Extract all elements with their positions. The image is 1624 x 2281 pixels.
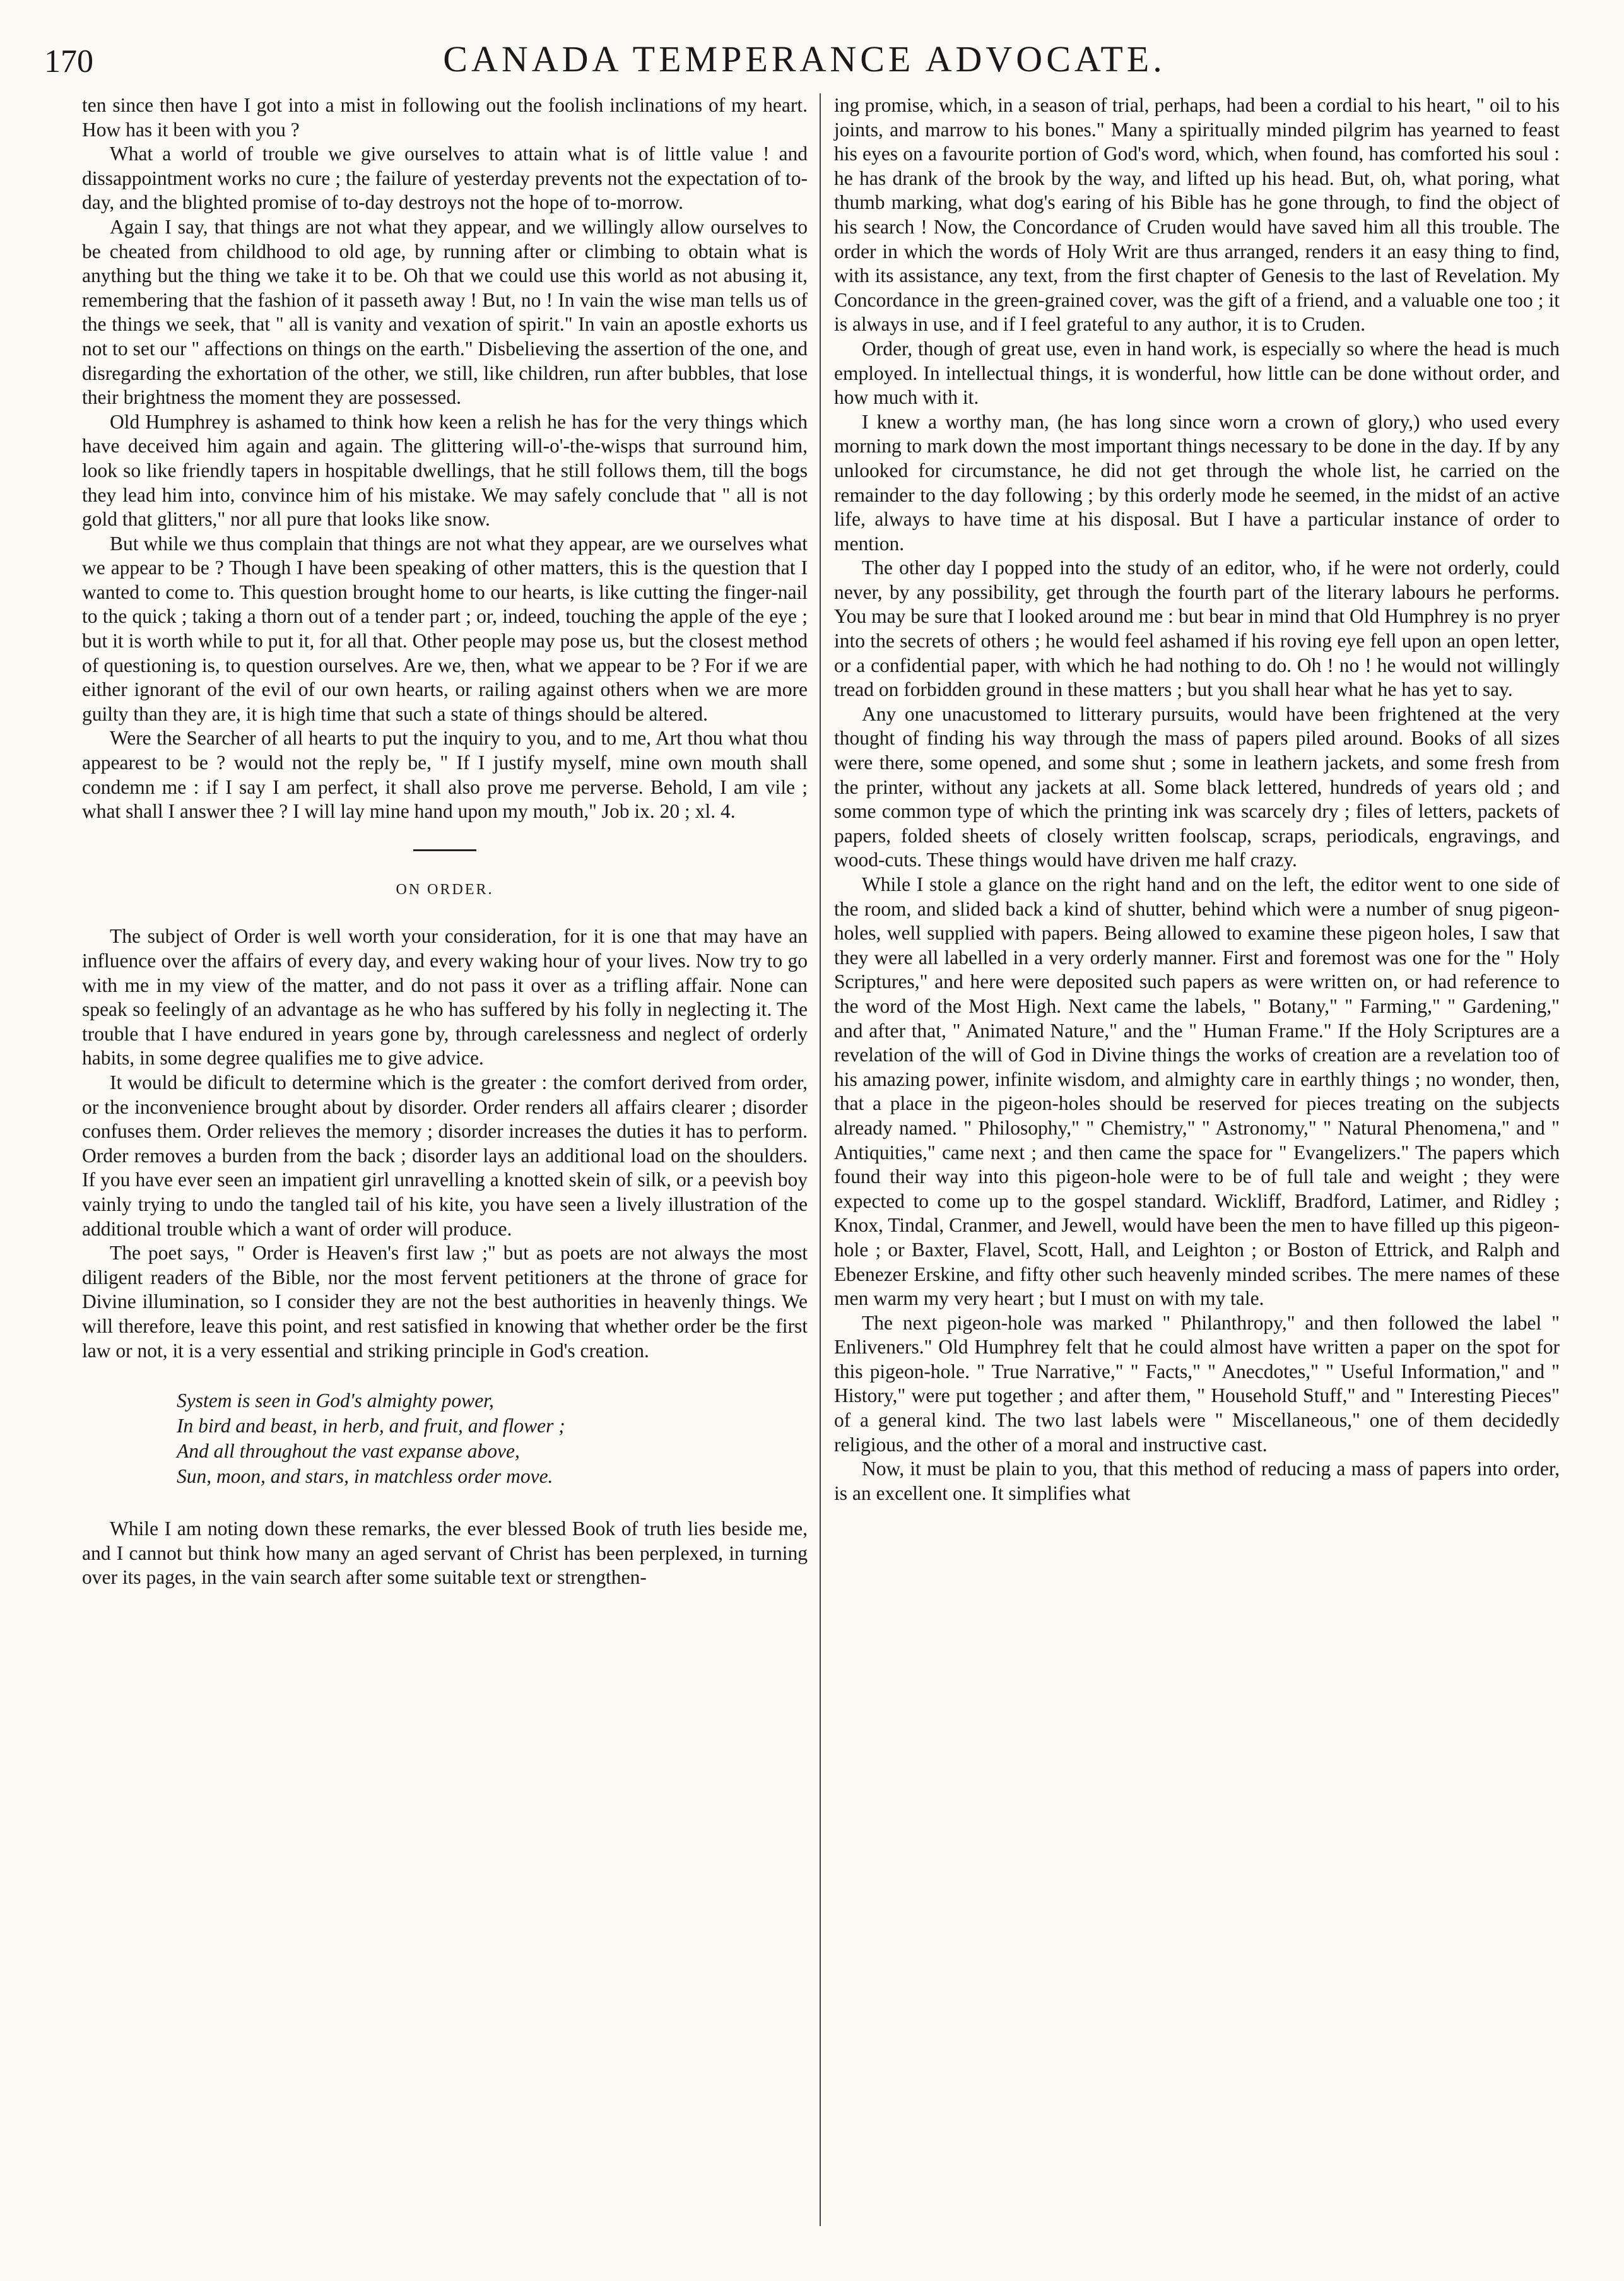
- section-heading: ON ORDER.: [396, 881, 494, 898]
- poem-line: And all throughout the vast expanse above,: [177, 1440, 520, 1463]
- paragraph: I knew a worthy man, (he has long since worn a crown of glory,) who used every morning to mark down the most important things necessary to be done in the day. If by any unlooked for circumstance, he did not get through the whole list, he carried on the remainder to the day following ; by this orderly mode he seemed, in the midst of an active life, always to have time at his disposal. But I have a particular instance of order to mention.: [834, 410, 1560, 555]
- poem-line: System is seen in God's almighty power,: [177, 1389, 494, 1412]
- paragraph: Old Humphrey is ashamed to think how keen a relish he has for the very things which have deceived him again and again. The glittering will-o'-the-wisps that surround him, look so like friendly tapers in hospitable dwellings, that he still follows them, till the bogs they lead him into, convince him of his mistake. We may safely conclude that " all is not gold that glitters," nor all pure that looks like snow.: [82, 410, 808, 531]
- left-column: [82, 93, 808, 1590]
- paragraph: What a world of trouble we give ourselves to attain what is of little value ! and dissappointment works no cure ; the failure of yesterday prevents not the expectation of to-day, and the blighted promise of to-day destroys not the hope of to-morrow.: [82, 143, 808, 214]
- paragraph: But while we thus complain that things are not what they appear, are we ourselves what we appear to be ? Though I have been speaking of other matters, this is the question that I wanted to come to. This question brought home to our hearts, is like cutting the finger-nail to the quick ; taking a thorn out of a tender part ; or, indeed, touching the apple of the eye ; but it is worth while to put it, for all that. Other people may pose us, but the closest method of questioning is, to question ourselves. Are we, then, what we appear to be ? For if we are either ignorant of the evil of our own hearts, or railing against others when we are more guilty than they are, it is high time that such a state of things should be altered.: [82, 532, 808, 725]
- paragraph: The subject of Order is well worth your consideration, for it is one that may have an influence over the affairs of every day, and every waking hour of your lives. Now try to go with me in my view of the matter, and do not pass it over as a trifling affair. None can speak so feelingly of an advantage as he who has suffered by his folly in neglecting it. The trouble that I have endured in years gone by, through carelessness and neglect of orderly habits, in some degree qualifies me to give advice.: [82, 925, 808, 1070]
- poem-stanza: [177, 1388, 808, 1489]
- paragraph: The next pigeon-hole was marked " Philanthropy," and then followed the label " Enliveners." Old Humphrey felt that he could almost have written a paper on the spot for this pigeon-hole. " True Narrative," " Facts," " Anecdotes," " Useful Information," and " History," were put together ; and after them, " Household Stuff," and " Interesting Pieces" of a general kind. The two last labels were " Miscellaneous," one of them decidedly religious, and the other of a moral and instructive cast.: [834, 1311, 1560, 1456]
- paragraph: Again I say, that things are not what they appear, and we willingly allow ourselves to be cheated from childhood to old age, by running after or climbing to obtain what is anything but the thing we take it to be. Oh that we could use this world as not abusing it, remembering that the fashion of it passeth away ! But, no ! In vain the wise man tells us of the things we seek, that " all is vanity and vexation of spirit." In vain an apostle exhorts us not to set our " affections on things on the earth." Disbelieving the assertion of the one, and disregarding the exhortation of the other, we still, like children, run after bubbles, that lose their brightness the moment they are possessed.: [82, 215, 808, 409]
- section-divider: [413, 849, 476, 851]
- poem-line: Sun, moon, and stars, in matchless order move.: [177, 1465, 553, 1488]
- paragraph: While I am noting down these remarks, the ever blessed Book of truth lies beside me, and I cannot but think how many an aged servant of Christ has been perplexed, in turning over its pages, in the vain search after some suitable text or strengthen-: [82, 1518, 808, 1589]
- paragraph: It would be dificult to determine which is the greater : the comfort derived from order, or the inconvenience brought about by disorder. Order renders all affairs clearer ; disorder confuses them. Order relieves the memory ; disorder increases the duties it has to perform. Order removes a burden from the back ; disorder lays an additional load on the shoulders. If you have ever seen an impatient girl unravelling a knotted skein of silk, or a peevish boy vainly trying to undo the tangled tail of his kite, you have seen a lively illustration of the additional trouble which a want of order will produce.: [82, 1071, 808, 1240]
- paragraph: The poet says, " Order is Heaven's first law ;" but as poets are not always the most diligent readers of the Bible, nor the most fervent petitioners at the throne of grace for Divine illumination, so I consider they are not the best authorities in heavenly things. We will therefore, leave this point, and rest satisfied in knowing that whether order be the first law or not, it is a very essential and striking principle in God's creation.: [82, 1242, 808, 1362]
- page-header: [44, 38, 1565, 88]
- paragraph: ten since then have I got into a mist in following out the foolish inclinations of my heart. How has it been with you ?: [82, 94, 808, 141]
- paragraph: Were the Searcher of all hearts to put the inquiry to you, and to me, Art thou what thou appearest to be ? would not the reply be, " If I justify myself, mine own mouth shall condemn me : if I say I am perfect, it shall also prove me perverse. Behold, I am vile ; what shall I answer thee ? I will lay mine hand upon my mouth," Job ix. 20 ; xl. 4.: [82, 727, 808, 823]
- paragraph: Now, it must be plain to you, that this method of reducing a mass of papers into order, is an excellent one. It simplifies what: [834, 1458, 1560, 1504]
- paragraph: Order, though of great use, even in hand work, is especially so where the head is much employed. In intellectual things, it is wonderful, how little can be done without order, and how much with it.: [834, 337, 1560, 409]
- paragraph: While I stole a glance on the right hand and on the left, the editor went to one side of the room, and slided back a kind of shutter, behind which were a number of snug pigeon-holes, well supplied with papers. Being allowed to examine these pigeon holes, I saw that they were all labelled in a very orderly manner. First and foremost was one for the " Holy Scriptures," and here were deposited such papers as were written on, or had reference to the word of the Most High. Next came the labels, " Botany," " Farming," " Gardening," and after that, " Animated Nature," and the " Human Frame." If the Holy Scriptures are a revelation of the will of God in Divine things the works of creation are a revelation too of his amazing power, infinite wisdom, and almighty care in earthly things ; no wonder, then, that a place in the pigeon-holes should be reserved for pieces treating on the subjects already named. " Philosophy," " Chemistry," " Astronomy," " Natural Phenomena," and " Antiquities," came next ; and then came the space for " Evangelizers." The papers which found their way into this pigeon-hole were to be of full tale and weight ; they were expected to come up to the gospel standard. Wickliff, Bradford, Latimer, and Ridley ; Knox, Tindal, Cranmer, and Jewell, would have been the men to have filled up this pigeon-hole ; or Baxter, Flavel, Scott, Hall, and Leighton ; or Boston of Ettrick, and Ralph and Ebenezer Erskine, and fifty other such heavenly minded scribes. The mere names of these men warm my very heart ; but I must on with my tale.: [834, 873, 1560, 1310]
- page-number: 170: [44, 44, 93, 80]
- paragraph: Any one unacustomed to litterary pursuits, would have been frightened at the very thought of finding his way through the mass of papers piled around. Books of all sizes were there, some opened, and some shut ; some in leathern jackets, and some fresh from the printer, without any jackets at all. Some black lettered, hundreds of years old ; and some common type of which the printing ink was scarcely dry ; files of letters, packets of papers, folded sheets of closely written foolscap, scraps, periodicals, engravings, and wood-cuts. These things would have driven me half crazy.: [834, 702, 1560, 871]
- column-rule: [820, 93, 821, 2226]
- right-column: [834, 93, 1560, 1506]
- running-title: CANADA TEMPERANCE ADVOCATE.: [443, 38, 1166, 80]
- poem-line: In bird and beast, in herb, and fruit, and flower ;: [177, 1415, 565, 1437]
- paragraph: ing promise, which, in a season of trial, perhaps, had been a cordial to his heart, " oil to his joints, and marrow to his bones." Many a spiritually minded pilgrim has yearned to feast his eyes on a favourite portion of God's word, which, when found, has comforted his soul : he has drank of the brook by the way, and lifted up his head. But, oh, what poring, what thumb marking, what dog's earing of his Bible has he gone through, to find the object of his search ! Now, the Concordance of Cruden would have saved him all this trouble. The order in which the words of Holy Writ are thus arranged, renders it an easy thing to find, with its assistance, any text, from the first chapter of Genesis to the last of Revelation. My Concordance in the green-grained cover, was the gift of a friend, and a valuable one too ; it is always in use, and if I feel grateful to any author, it is to Cruden.: [834, 94, 1560, 336]
- paragraph: The other day I popped into the study of an editor, who, if he were not orderly, could never, by any possibility, get through the fourth part of the literary labours he performs. You may be sure that I looked around me : but bear in mind that Old Humphrey is no pryer into the secrets of others ; he would feel ashamed if his roving eye fell upon an open letter, or a confidential paper, with which he had nothing to do. Oh ! no ! he would not willingly tread on forbidden ground in these matters ; but you shall hear what he has yet to say.: [834, 557, 1560, 701]
